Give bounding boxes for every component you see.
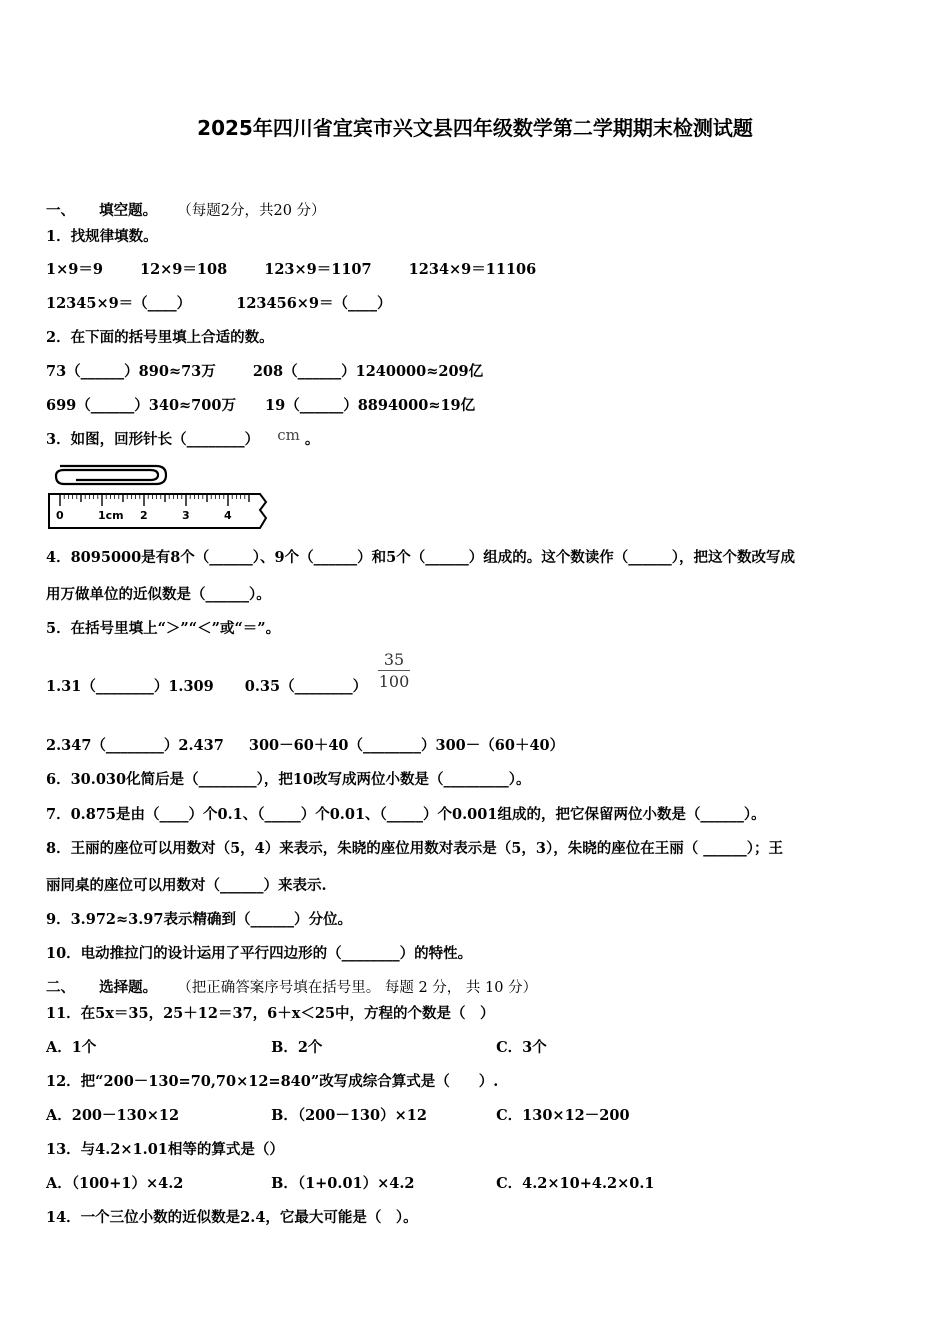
option-b[interactable]: B．2个 <box>271 1039 323 1056</box>
pattern-item: 1×9＝9 <box>46 261 103 278</box>
section-note: （每题2分，共20 分） <box>177 203 326 219</box>
question-2-row-2 <box>46 396 475 416</box>
question-9[interactable]: 9．3.972≈3.97表示精确到（______）分位。 <box>46 911 352 928</box>
comparison-item[interactable]: 300－60＋40（________）300－（60＋40） <box>248 737 565 754</box>
option-a[interactable]: A．200－130×12 <box>46 1107 180 1124</box>
fraction-denominator: 100 <box>378 672 410 691</box>
question-10[interactable]: 10．电动推拉门的设计运用了平行四边形的（________）的特性。 <box>46 945 473 962</box>
pattern-item: 1234×9＝11106 <box>408 261 537 278</box>
pattern-item: 12×9＝108 <box>139 261 228 278</box>
question-8-line-2[interactable]: 丽同桌的座位可以用数对（______）来表示. <box>46 877 327 894</box>
question-2-row-1 <box>46 362 483 382</box>
answer-blank-item[interactable]: 19（______）8894000≈19亿 <box>265 397 476 414</box>
fraction-bar <box>378 670 410 671</box>
paperclip-icon <box>56 466 166 484</box>
question-4-line-2[interactable]: 用万做单位的近似数是（______）。 <box>46 586 271 603</box>
question-7[interactable]: 7．0.875是由（____）个0.1、（_____）个0.01、（_____）个0.001组成的，把它保留两位小数是（______）。 <box>46 806 766 823</box>
ruler-label: 3 <box>182 509 190 522</box>
section-number: 一、 <box>46 202 75 219</box>
question-5-stem: 5．在括号里填上“＞”“＜”或“＝”。 <box>46 620 281 637</box>
comparison-item[interactable]: 1.31（________）1.309 <box>46 678 214 695</box>
unit-label: cm <box>277 426 300 444</box>
question-13-stem: 13．与4.2×1.01相等的算式是（） <box>46 1141 284 1158</box>
ruler-icon <box>49 494 266 528</box>
fraction-35-over-100 <box>378 650 410 691</box>
question-1-blanks-row <box>46 294 392 314</box>
question-1-pattern-row <box>46 260 536 280</box>
option-b[interactable]: B．（1+0.01）×4.2 <box>271 1175 415 1192</box>
question-5-row-1 <box>46 677 367 697</box>
question-3-text[interactable]: 3．如图，回形针长（________） <box>46 431 260 448</box>
page-title: 2025年四川省宜宾市兴文县四年级数学第二学期期末检测试题 <box>197 116 753 140</box>
option-a[interactable]: A．（100+1）×4.2 <box>46 1175 184 1192</box>
ruler-with-paperclip-figure <box>46 458 270 534</box>
question-1-stem: 1．找规律填数。 <box>46 228 158 245</box>
comparison-item[interactable]: 2.347（________）2.437 <box>46 737 224 754</box>
pattern-item: 123×9＝1107 <box>264 261 372 278</box>
punctuation: 。 <box>304 431 320 448</box>
question-12-stem: 12．把“200－130=70,70×12=840”改写成综合算式是（ ）. <box>46 1073 499 1090</box>
question-11-options <box>46 1038 547 1058</box>
section-note: （把正确答案序号填在括号里。 每题 2 分， 共 10 分） <box>177 980 538 996</box>
question-13-options <box>46 1174 654 1194</box>
answer-blank-item[interactable]: 12345×9＝（____） <box>46 295 192 312</box>
question-5-row-2 <box>46 736 564 756</box>
section-name: 选择题。 <box>99 979 158 996</box>
section-name: 填空题。 <box>99 202 158 219</box>
question-8-line-1[interactable]: 8．王丽的座位可以用数对（5，4）来表示，朱晓的座位用数对表示是（5，3），朱晓的座位在王丽（ ______）；王 <box>46 840 783 857</box>
answer-blank-item[interactable]: 699（______）340≈700万 <box>46 397 236 414</box>
ruler-label: 0 <box>56 509 64 522</box>
option-b[interactable]: B．（200－130）×12 <box>271 1107 427 1124</box>
section-two-heading <box>46 978 537 998</box>
question-14-stem: 14．一个三位小数的近似数是2.4，它最大可能是（ ）。 <box>46 1209 418 1226</box>
question-4-line-1[interactable]: 4．8095000是有8个（______）、9个（______）和5个（______）组成的。这个数读作（______），把这个数改写成 <box>46 549 795 566</box>
section-number: 二、 <box>46 979 75 996</box>
option-a[interactable]: A．1个 <box>46 1039 97 1056</box>
question-11-stem: 11．在5x＝35，25＋12＝37，6＋x＜25中，方程的个数是（ ） <box>46 1005 495 1022</box>
question-6[interactable]: 6．30.030化简后是（________），把10改写成两位小数是（_________）。 <box>46 771 531 788</box>
answer-blank-item[interactable]: 208（______）1240000≈209亿 <box>252 363 484 380</box>
ruler-label: 2 <box>140 509 148 522</box>
section-one-heading <box>46 201 326 221</box>
fraction-numerator: 35 <box>383 650 405 669</box>
question-2-stem: 2．在下面的括号里填上合适的数。 <box>46 329 274 346</box>
answer-blank-item[interactable]: 73（______）890≈73万 <box>46 363 216 380</box>
option-c[interactable]: C．4.2×10+4.2×0.1 <box>496 1175 655 1192</box>
ruler-label: 4 <box>224 509 232 522</box>
ruler-label: 1cm <box>98 509 124 522</box>
option-c[interactable]: C．130×12－200 <box>496 1107 630 1124</box>
option-c[interactable]: C．3个 <box>496 1039 547 1056</box>
answer-blank-item[interactable]: 123456×9＝（____） <box>236 295 392 312</box>
comparison-item[interactable]: 0.35（________） <box>244 678 368 695</box>
question-12-options <box>46 1106 630 1126</box>
question-3-stem <box>46 426 320 450</box>
